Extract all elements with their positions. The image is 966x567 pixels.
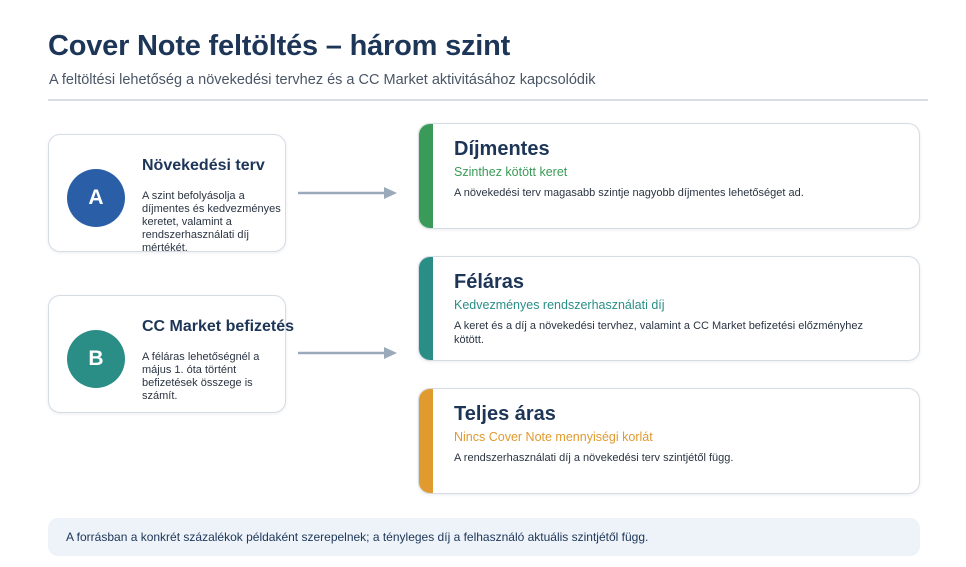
tier-color-bar xyxy=(419,389,433,493)
tier-subtitle: Nincs Cover Note mennyiségi korlát xyxy=(454,430,653,444)
tier-color-bar xyxy=(419,124,433,228)
arrow-right-icon xyxy=(298,345,398,361)
tier-title: Féláras xyxy=(454,271,525,293)
page-title: Cover Note feltöltés – három szint xyxy=(48,30,511,62)
factor-card-growth-plan xyxy=(48,134,286,252)
factor-description: A szint befolyásolja a díjmentes és kedvezményes keretet, valamint a rendszerhasználati díj mértékét. xyxy=(142,190,281,254)
tier-title: Teljes áras xyxy=(454,403,556,425)
factor-badge-a: A xyxy=(67,169,125,227)
tier-color-bar xyxy=(419,257,433,360)
tier-card-half-price xyxy=(418,256,920,361)
factor-badge-b: B xyxy=(67,330,125,388)
factor-title: CC Market befizetés xyxy=(142,318,295,335)
tier-subtitle: Szinthez kötött keret xyxy=(454,165,568,179)
tier-card-full-price xyxy=(418,388,920,494)
tier-description: A keret és a díj a növekedési tervhez, valamint a CC Market befizetési előzményhez kötött. xyxy=(454,320,864,346)
tier-title: Díjmentes xyxy=(454,138,550,160)
footnote: A forrásban a konkrét százalékok példaként szerepelnek; a tényleges díj a felhasználó aktuális szintjétől függ. xyxy=(48,518,920,556)
header-divider xyxy=(48,99,928,101)
factor-title: Növekedési terv xyxy=(142,157,265,174)
tier-subtitle: Kedvezményes rendszerhasználati díj xyxy=(454,298,665,312)
factor-description: A féláras lehetőségnél a május 1. óta történt befizetések összege is számít. xyxy=(142,351,260,402)
page-subtitle: A feltöltési lehetőség a növekedési tervhez és a CC Market aktivitásához kapcsolódik xyxy=(49,72,596,88)
arrow-right-icon xyxy=(298,185,398,201)
tier-description: A rendszerhasználati díj a növekedési terv szintjétől függ. xyxy=(454,452,734,464)
tier-card-free xyxy=(418,123,920,229)
factor-card-cc-market xyxy=(48,295,295,413)
tier-description: A növekedési terv magasabb szintje nagyobb díjmentes lehetőséget ad. xyxy=(454,187,804,199)
